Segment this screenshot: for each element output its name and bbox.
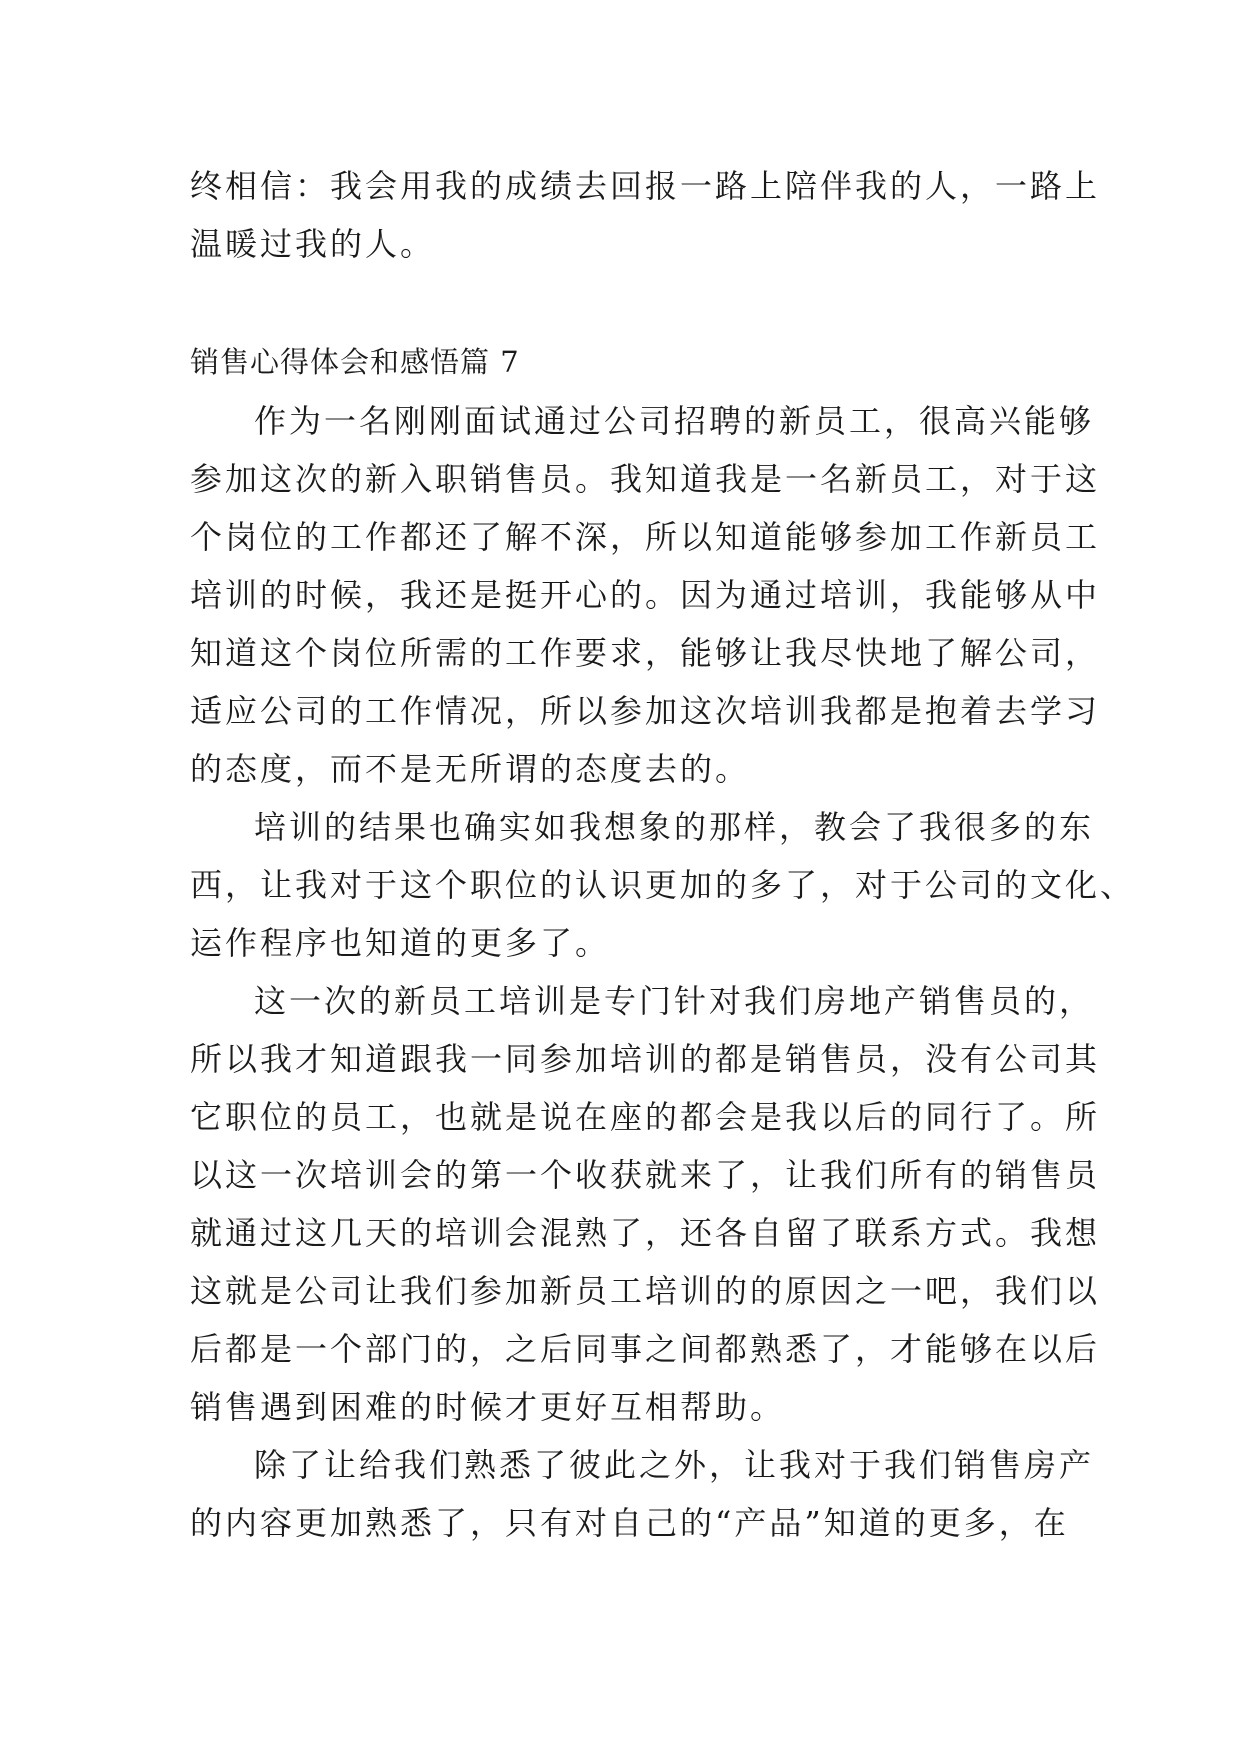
paragraph-line: 培训的结果也确实如我想象的那样，教会了我很多的东 bbox=[254, 808, 1095, 846]
paragraph-line: 的内容更加熟悉了，只有对自己的“产品”知道的更多，在 bbox=[190, 1504, 1069, 1542]
paragraph-line: 知道这个岗位所需的工作要求，能够让我尽快地了解公司， bbox=[190, 634, 1101, 672]
paragraph-line: 西，让我对于这个职位的认识更加的多了，对于公司的文化、 bbox=[190, 866, 1136, 904]
paragraph-line: 就通过这几天的培训会混熟了，还各自留了联系方式。我想 bbox=[190, 1214, 1101, 1252]
paragraph-line: 作为一名刚刚面试通过公司招聘的新员工，很高兴能够 bbox=[254, 402, 1095, 440]
section-title: 销售心得体会和感悟篇 7 bbox=[190, 345, 520, 379]
intro-line: 温暖过我的人。 bbox=[190, 225, 436, 263]
paragraph-line: 参加这次的新入职销售员。我知道我是一名新员工，对于这 bbox=[190, 460, 1101, 498]
paragraph-line: 个岗位的工作都还了解不深，所以知道能够参加工作新员工 bbox=[190, 518, 1101, 556]
paragraph-line: 所以我才知道跟我一同参加培训的都是销售员，没有公司其 bbox=[190, 1040, 1101, 1078]
intro-line: 终相信：我会用我的成绩去回报一路上陪伴我的人，一路上 bbox=[190, 167, 1101, 205]
paragraph-line: 适应公司的工作情况，所以参加这次培训我都是抱着去学习 bbox=[190, 692, 1101, 730]
paragraph-line: 这一次的新员工培训是专门针对我们房地产销售员的， bbox=[254, 982, 1095, 1020]
paragraph-line: 的态度，而不是无所谓的态度去的。 bbox=[190, 750, 751, 788]
paragraph-line: 这就是公司让我们参加新员工培训的的原因之一吧，我们以 bbox=[190, 1272, 1101, 1310]
paragraph-line: 后都是一个部门的，之后同事之间都熟悉了，才能够在以后 bbox=[190, 1330, 1101, 1368]
paragraph-line: 以这一次培训会的第一个收获就来了，让我们所有的销售员 bbox=[190, 1156, 1101, 1194]
paragraph-line: 运作程序也知道的更多了。 bbox=[190, 924, 611, 962]
paragraph-line: 除了让给我们熟悉了彼此之外，让我对于我们销售房产 bbox=[254, 1446, 1095, 1484]
paragraph-line: 它职位的员工，也就是说在座的都会是我以后的同行了。所 bbox=[190, 1098, 1101, 1136]
paragraph-line: 销售遇到困难的时候才更好互相帮助。 bbox=[190, 1388, 786, 1426]
paragraph-line: 培训的时候，我还是挺开心的。因为通过培训，我能够从中 bbox=[190, 576, 1101, 614]
